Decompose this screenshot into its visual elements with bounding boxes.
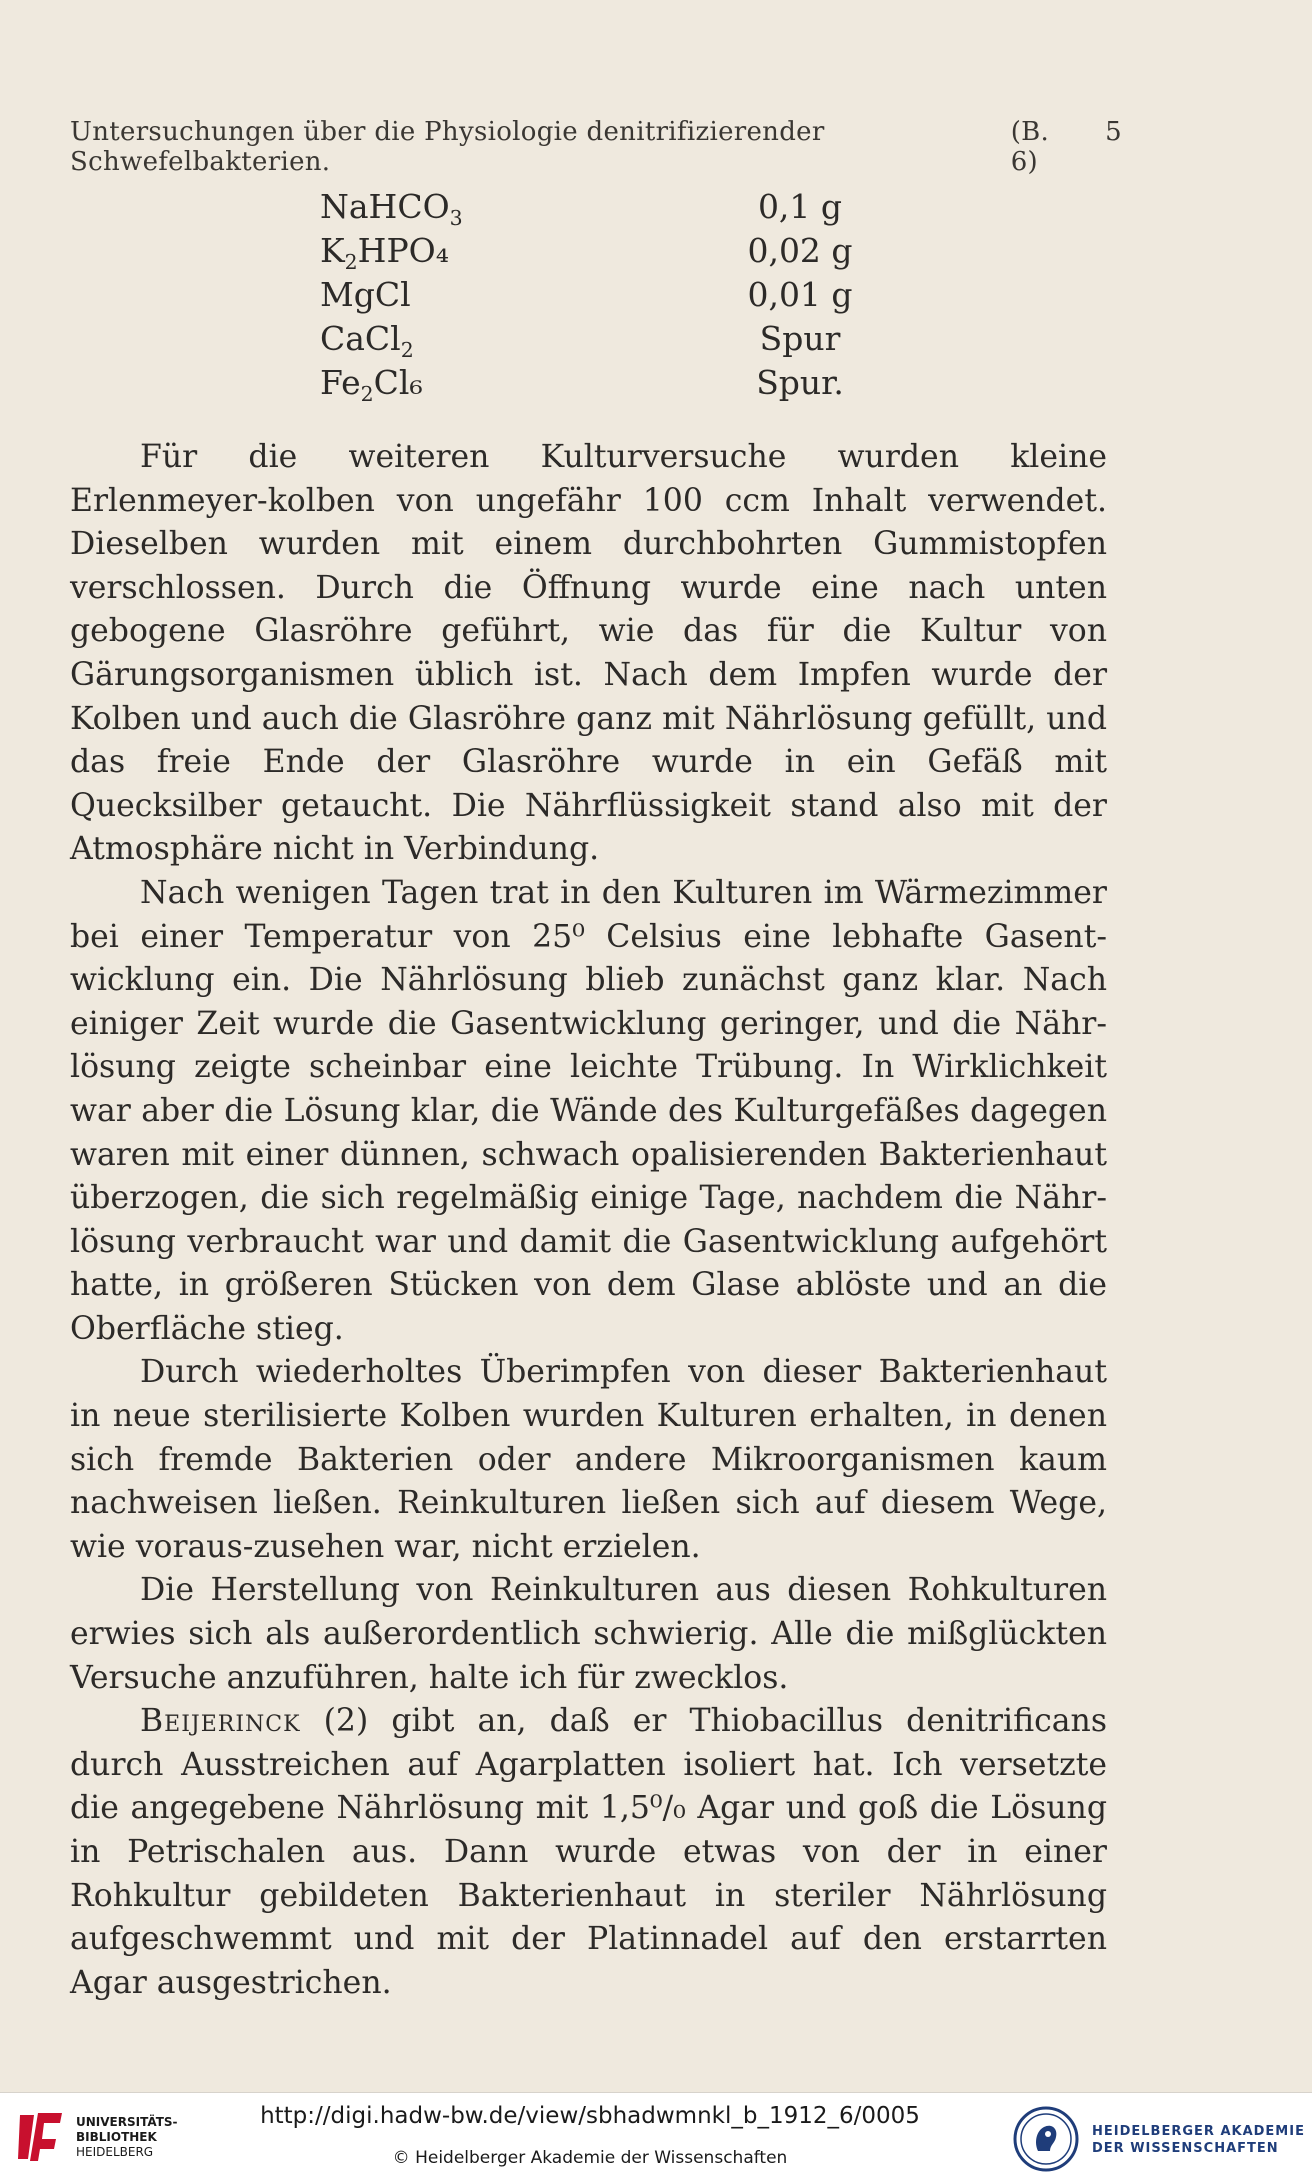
compound: CaCl$_2$ xyxy=(320,319,414,363)
compound: NaHCO$_3$ xyxy=(320,187,463,231)
formula-row xyxy=(320,273,900,317)
header-right xyxy=(1011,117,1122,177)
body-text xyxy=(70,436,1107,2005)
paragraph: Durch wiederholtes Überimpfen von dieser Bakterienhaut in neue sterilisierte Kolben wurden Kulturen erhalten, in denen sich fremde Bakterien oder andere Mikroorganismen kaum nachweisen ließen. Reinkulturen ließen sich auf diesem Wege, wie voraus-zusehen war, nicht erzielen. xyxy=(70,1354,1107,1565)
compound: MgCl xyxy=(320,275,411,314)
formula-row xyxy=(320,185,900,229)
header-ref: (B. 6) xyxy=(1010,117,1050,177)
compound: $K_2HPO_4$ xyxy=(320,231,449,275)
copyright-notice: © Heidelberger Akademie der Wissenschaften xyxy=(392,2148,788,2168)
formula-row xyxy=(320,229,900,273)
amount: 0,1 g xyxy=(757,187,843,226)
amount: Spur xyxy=(759,319,841,358)
author-name: Beijerinck xyxy=(140,1703,301,1740)
compound: $Fe_2Cl_6$ xyxy=(320,363,423,407)
paragraph: Nach wenigen Tagen trat in den Kulturen im Wärmezimmer bei einer Temperatur von 25⁰ Celsius eine lebhafte Gasent-wicklung ein. Die Nährlösung blieb zunächst ganz klar. Nach einiger Zeit wurde die Gasentwicklung geringer, und die Nähr-lösung zeigte scheinbar eine leichte Trübung. In Wirklichkeit war aber die Lösung klar, die Wände des Kulturgefäßes dagegen waren mit einer dünnen, schwach opalisierenden Bakterienhaut überzogen, die sich regelmäßig einige Tage, nachdem die Nähr-lösung verbraucht war und damit die Gasentwicklung aufgehört hatte, in größeren Stücken von dem Glase ablöste und an die Oberfläche stieg. xyxy=(70,874,1107,1347)
source-url-link[interactable]: http://digi.hadw-bw.de/view/sbhadwmnkl_b_1912_6/0005 xyxy=(260,2103,920,2129)
university-library-name: UNIVERSITÄTS- BIBLIOTHEK HEIDELBERG xyxy=(76,2115,178,2159)
header-title: Untersuchungen über die Physiologie denitrifizierender Schwefelbakterien. xyxy=(70,117,825,177)
amount: 0,01 g xyxy=(747,275,853,314)
library-mark-icon xyxy=(14,2109,68,2165)
formula-row xyxy=(320,361,900,405)
paragraph: Beijerinck (2) gibt an, daß er Thiobacillus denitrificans durch Ausstreichen auf Agarplatten isoliert hat. Ich versetzte die angegebene Nährlösung mit 1,5⁰/₀ Agar und goß die Lösung in Petrischalen aus. Dann wurde etwas von der in einer Rohkultur gebildeten Bakterienhaut in steriler Nährlösung aufgeschwemmt und mit der Platinnadel auf den erstarrten Agar ausgestrichen. xyxy=(70,1703,1107,2001)
formula-row xyxy=(320,317,900,361)
amount: Spur. xyxy=(756,363,844,402)
page-number: 5 xyxy=(1105,117,1122,147)
running-header xyxy=(70,117,1122,177)
academy-logo[interactable] xyxy=(1012,2105,1305,2175)
amount: 0,02 g xyxy=(747,231,853,270)
paragraph: Die Herstellung von Reinkulturen aus diesen Rohkulturen erwies sich als außerordentlich schwierig. Alle die mißglückten Versuche anzuführen, halte ich für zwecklos. xyxy=(70,1572,1107,1696)
nutrient-formula-table xyxy=(320,185,900,405)
academy-name: HEIDELBERGER AKADEMIE DER WISSENSCHAFTEN xyxy=(1092,2124,1305,2156)
footer-bar xyxy=(0,2092,1312,2183)
academy-seal-icon xyxy=(1012,2105,1080,2173)
university-library-logo[interactable] xyxy=(14,2109,178,2169)
paragraph: Für die weiteren Kulturversuche wurden kleine Erlenmeyer-kolben von ungefähr 100 ccm Inhalt verwendet. Dieselben wurden mit einem durchbohrten Gummistopfen verschlossen. Durch die Öffnung wurde eine nach unten gebogene Glasröhre geführt, wie das für die Kultur von Gärungsorganismen üblich ist. Nach dem Impfen wurde der Kolben und auch die Glasröhre ganz mit Nährlösung gefüllt, und das freie Ende der Glasröhre wurde in ein Gefäß mit Quecksilber getaucht. Die Nährflüssigkeit stand also mit der Atmosphäre nicht in Verbindung. xyxy=(70,439,1107,868)
